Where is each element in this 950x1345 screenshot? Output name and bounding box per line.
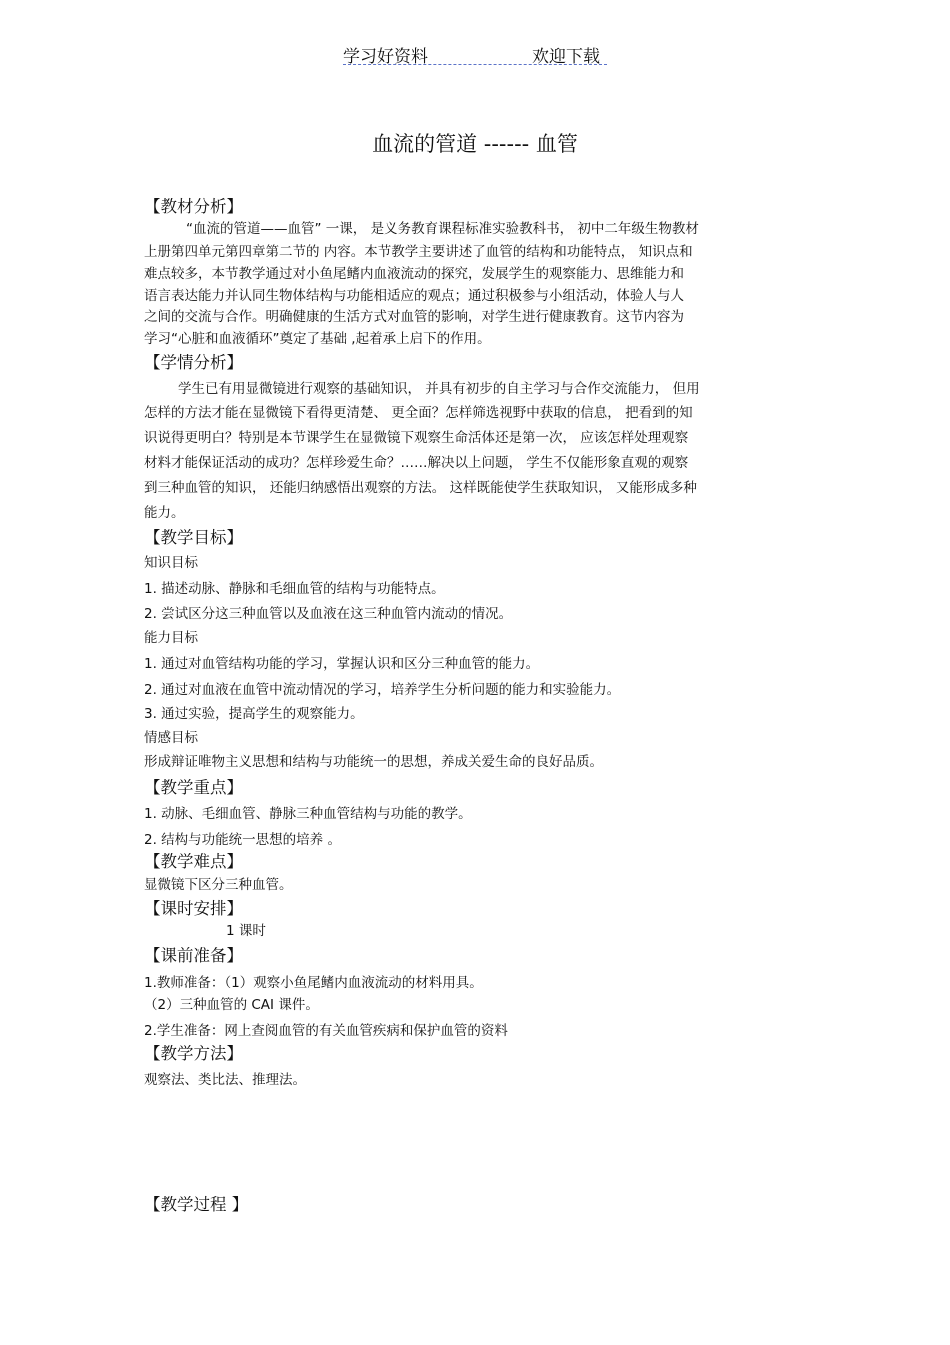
goals-emotion-label: 情感目标 xyxy=(144,730,198,746)
students-line-3: 识说得更明白？特别是本节课学生在显微镜下观察生命活体还是第一次， 应该怎样处理观察 xyxy=(144,430,689,446)
section-heading-teaching-process: 【教学过程 】 xyxy=(144,1195,249,1214)
section-heading-difficulties: 【教学难点】 xyxy=(144,852,243,871)
goals-emotion-text: 形成辩证唯物主义思想和结构与功能统一的思想，养成关爱生命的良好品质。 xyxy=(144,754,603,770)
page-title: 血流的管道 ------ 血管 xyxy=(372,132,578,156)
goals-ability-item-3: 3. 通过实验，提高学生的观察能力。 xyxy=(144,706,364,722)
textbook-line-2: 上册第四单元第四章第二节的 内容。本节教学主要讲述了血管的结构和功能特点， 知识点和 xyxy=(144,244,693,260)
goals-knowledge-item-1: 1. 描述动脉、静脉和毛细血管的结构与功能特点。 xyxy=(144,581,445,597)
section-heading-key-points: 【教学重点】 xyxy=(144,778,243,797)
schedule-text: 1 课时 xyxy=(226,923,266,939)
goals-ability-item-1: 1. 通过对血管结构功能的学习，掌握认识和区分三种血管的能力。 xyxy=(144,656,540,672)
textbook-line-6: 学习“心脏和血液循环”奠定了基础 ,起着承上启下的作用。 xyxy=(144,331,491,347)
goals-ability-item-2: 2. 通过对血液在血管中流动情况的学习，培养学生分析问题的能力和实验能力。 xyxy=(144,682,621,698)
header-dashed-rule xyxy=(343,64,607,65)
section-heading-teaching-goals: 【教学目标】 xyxy=(144,528,243,547)
header-left-text: 学习好资料 xyxy=(343,47,428,67)
goals-knowledge-item-2: 2. 尝试区分这三种血管以及血液在这三种血管内流动的情况。 xyxy=(144,606,513,622)
goals-ability-label: 能力目标 xyxy=(144,630,198,646)
methods-text: 观察法、类比法、推理法。 xyxy=(144,1072,306,1088)
key-points-item-2: 2. 结构与功能统一思想的培养 。 xyxy=(144,832,341,848)
textbook-line-1: “血流的管道——血管” 一课， 是义务教育课程标准实验教科书， 初中二年级生物教材 xyxy=(186,221,699,237)
header-right-text: 欢迎下载 xyxy=(532,47,600,67)
goals-knowledge-label: 知识目标 xyxy=(144,555,198,571)
preparation-line-2: （2）三种血管的 CAI 课件。 xyxy=(144,997,319,1013)
students-line-2: 怎样的方法才能在显微镜下看得更清楚、 更全面？怎样筛选视野中获取的信息， 把看到的知 xyxy=(144,405,693,421)
section-heading-methods: 【教学方法】 xyxy=(144,1044,243,1063)
section-heading-preparation: 【课前准备】 xyxy=(144,946,243,965)
preparation-line-1: 1.教师准备：（1）观察小鱼尾鳍内血液流动的材料用具。 xyxy=(144,975,483,991)
students-line-5: 到三种血管的知识， 还能归纳感悟出观察的方法。 这样既能使学生获取知识， 又能形成多种 xyxy=(144,480,697,496)
section-heading-student-analysis: 【学情分析】 xyxy=(144,353,243,372)
section-heading-textbook-analysis: 【教材分析】 xyxy=(144,197,243,216)
section-heading-schedule: 【课时安排】 xyxy=(144,899,243,918)
textbook-line-4: 语言表达能力并认同生物体结构与功能相适应的观点；通过积极参与小组活动，体验人与人 xyxy=(144,288,684,304)
students-line-4: 材料才能保证活动的成功？怎样珍爱生命？……解决以上问题， 学生不仅能形象直观的观察 xyxy=(144,455,689,471)
textbook-line-5: 之间的交流与合作。明确健康的生活方式对血管的影响，对学生进行健康教育。这节内容为 xyxy=(144,309,684,325)
key-points-item-1: 1. 动脉、毛细血管、静脉三种血管结构与功能的教学。 xyxy=(144,806,472,822)
difficulties-text: 显微镜下区分三种血管。 xyxy=(144,877,293,893)
students-line-6: 能力。 xyxy=(144,505,185,521)
preparation-line-3: 2.学生准备：网上查阅血管的有关血管疾病和保护血管的资料 xyxy=(144,1023,508,1039)
textbook-line-3: 难点较多，本节教学通过对小鱼尾鳍内血液流动的探究，发展学生的观察能力、思维能力和 xyxy=(144,266,684,282)
students-line-1: 学生已有用显微镜进行观察的基础知识， 并具有初步的自主学习与合作交流能力， 但用 xyxy=(178,381,700,397)
